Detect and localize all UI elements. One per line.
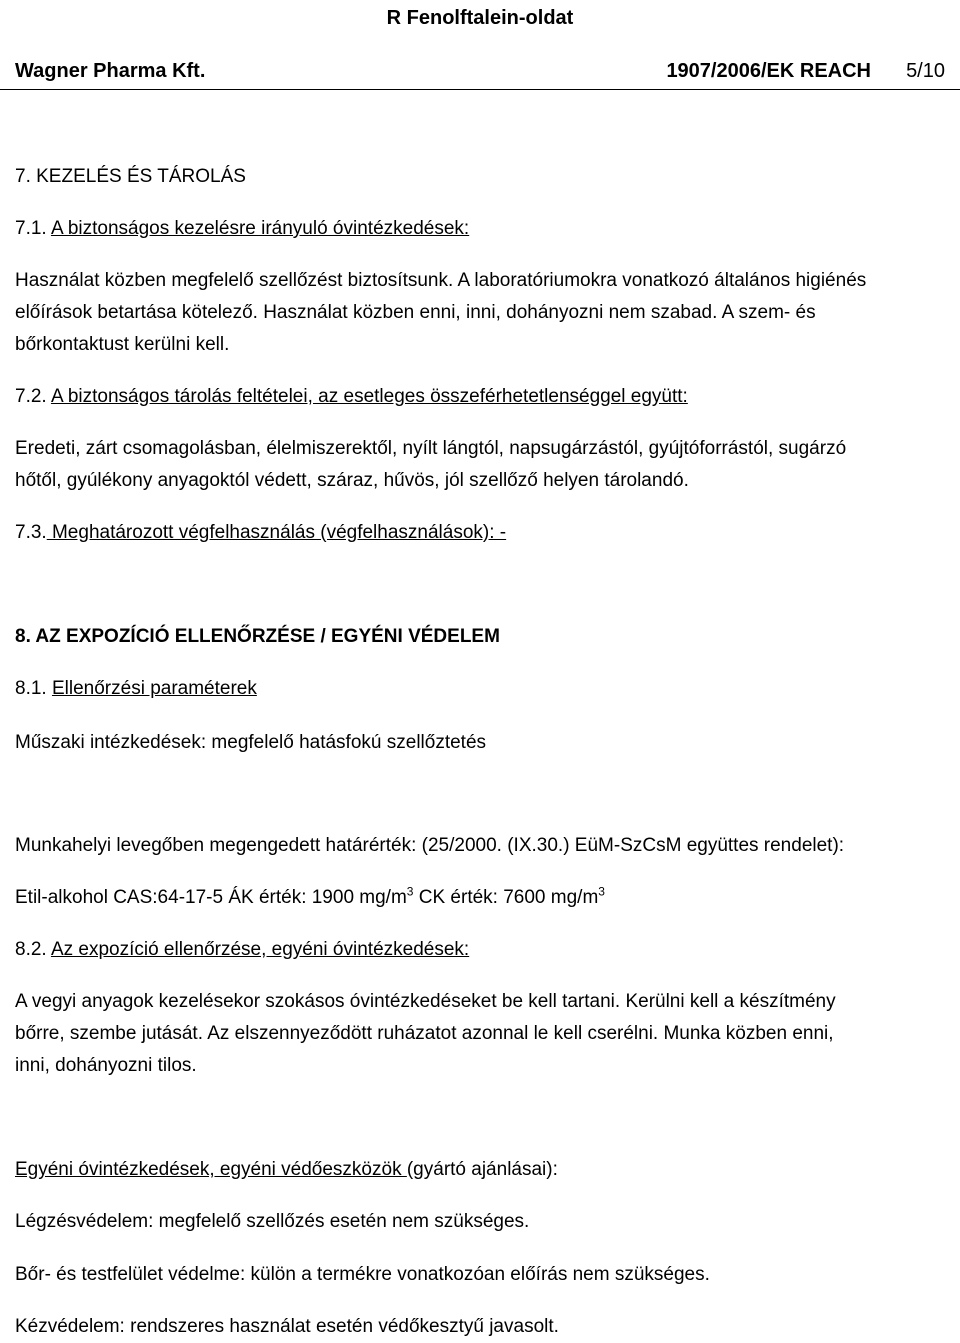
regulation-ref: 1907/2006/EK REACH bbox=[666, 60, 871, 82]
section-7-1-line: bőrkontaktust kerülni kell. bbox=[15, 334, 230, 355]
respiratory-protection: Légzésvédelem: megfelelő szellőzés esetén nem szükséges. bbox=[15, 1211, 530, 1232]
product-title: R Fenolftalein-oldat bbox=[386, 7, 574, 29]
ppe-title-suffix: (gyártó ajánlásai): bbox=[406, 1159, 558, 1180]
section-7-2-heading bbox=[15, 381, 688, 413]
section-8-1-number: 8.1. bbox=[15, 678, 47, 699]
company-name: Wagner Pharma Kft. bbox=[15, 60, 206, 82]
section-7-3-title: Meghatározott végfelhasználás (végfelhasználások): - bbox=[46, 522, 507, 543]
header-row bbox=[15, 57, 945, 85]
section-7-2-line: Eredeti, zárt csomagolásban, élelmiszerektől, nyílt lángtól, napsugárzástól, gyújtóforrástól, sugárzó bbox=[15, 438, 847, 459]
section-7-2-number: 7.2. bbox=[15, 386, 47, 407]
technical-measures: Műszaki intézkedések: megfelelő hatásfokú szellőztetés bbox=[15, 732, 487, 753]
unit-superscript: 3 bbox=[598, 884, 605, 899]
ethanol-limit-line bbox=[15, 882, 605, 914]
section-8-1-title: Ellenőrzési paraméterek bbox=[51, 678, 257, 699]
section-8-1-heading bbox=[15, 673, 257, 705]
section-8-2-number: 8.2. bbox=[15, 939, 47, 960]
section-7-1-heading bbox=[15, 213, 469, 245]
exposure-limit-intro: Munkahelyi levegőben megengedett határérték: (25/2000. (IX.30.) EüM-SzCsM együttes rendelet): bbox=[15, 835, 845, 856]
section-7-1-title: A biztonságos kezelésre irányuló óvintézkedések: bbox=[50, 218, 470, 239]
section-7-1-line: előírások betartása kötelező. Használat közben enni, inni, dohányozni nem szabad. A szem- és bbox=[15, 302, 816, 323]
ethanol-ck-value: CK érték: 7600 mg/m bbox=[413, 887, 599, 908]
skin-protection: Bőr- és testfelület védelme: külön a termékre vonatkozóan előírás nem szükséges. bbox=[15, 1264, 710, 1285]
section-8-2-line: inni, dohányozni tilos. bbox=[15, 1055, 197, 1076]
section-8-2-line: A vegyi anyagok kezelésekor szokásos óvintézkedéseket be kell tartani. Kerülni kell a készítmény bbox=[15, 991, 836, 1012]
page-number: 5/10 bbox=[906, 60, 945, 82]
section-8-heading: 8. AZ EXPOZÍCIÓ ELLENŐRZÉSE / EGYÉNI VÉDELEM bbox=[15, 626, 500, 647]
hand-protection: Kézvédelem: rendszeres használat esetén védőkesztyű javasolt. bbox=[15, 1316, 559, 1337]
section-8-2-title: Az expozíció ellenőrzése, egyéni óvintézkedések: bbox=[50, 939, 470, 960]
section-7-2-title: A biztonságos tárolás feltételei, az esetleges összeférhetetlenséggel együtt: bbox=[50, 386, 688, 407]
section-8-2-heading bbox=[15, 934, 469, 966]
section-7-2-line: hőtől, gyúlékony anyagoktól védett, száraz, hűvös, jól szellőző helyen tárolandó. bbox=[15, 470, 689, 491]
section-7-heading: 7. KEZELÉS ÉS TÁROLÁS bbox=[15, 166, 246, 187]
ethanol-ak-value: Etil-alkohol CAS:64-17-5 ÁK érték: 1900 mg/m bbox=[15, 887, 407, 908]
section-7-1-line: Használat közben megfelelő szellőzést biztosítsunk. A laboratóriumokra vonatkozó általános higiénés bbox=[15, 270, 867, 291]
ppe-heading bbox=[15, 1154, 558, 1186]
header-divider bbox=[0, 89, 960, 90]
section-7-3-number: 7.3. bbox=[15, 522, 47, 543]
ppe-title: Egyéni óvintézkedések, egyéni védőeszközök bbox=[15, 1159, 407, 1180]
section-7-3-heading bbox=[15, 517, 506, 549]
section-8-2-line: bőrre, szembe jutását. Az elszennyeződött ruházatot azonnal le kell cserélni. Munka közben enni, bbox=[15, 1023, 834, 1044]
section-7-1-number: 7.1. bbox=[15, 218, 47, 239]
unit-superscript: 3 bbox=[406, 884, 414, 899]
